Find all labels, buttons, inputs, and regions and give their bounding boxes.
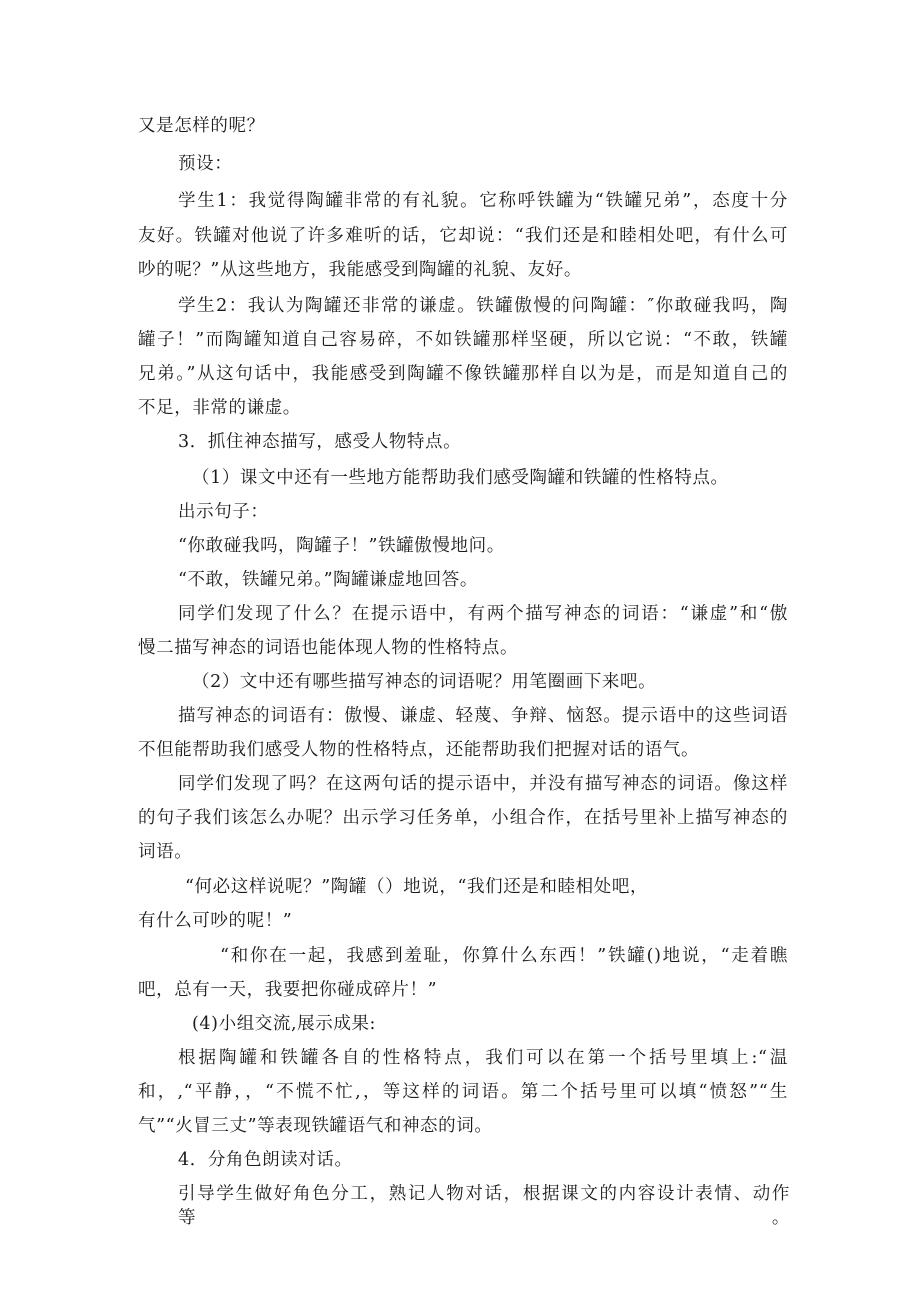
text-line: 慢二描写神态的词语也能体现人物的性格特点。	[138, 638, 519, 658]
text-line: “你敢碰我吗，陶罐子！”铁罐傲慢地问。	[178, 536, 505, 556]
text-line: 吧，总有一天，我要把你碰成碎片！”	[138, 980, 438, 1000]
text-line: 不足，非常的谦虚。	[138, 398, 301, 418]
text-line: 描写神态的词语有：傲慢、谦虚、轻蔑、争辩、恼怒。提示语中的这些词语	[178, 706, 788, 726]
text-line: 又是怎样的呢？	[138, 116, 265, 136]
text-line: 有什么可吵的呢！”	[138, 911, 293, 931]
text-line: 的句子我们该怎么办呢？出示学习任务单，小组合作，在括号里补上描写神态的	[138, 808, 788, 828]
text-line: 出示句子：	[178, 502, 269, 522]
text-line: “何必这样说呢？”陶罐（）地说，“我们还是和睦相处吧，	[185, 877, 649, 897]
text-line: 学生2：我认为陶罐还非常的谦虚。铁罐傲慢的问陶罐：″你敢碰我吗，陶	[178, 296, 788, 316]
text-line: 气”“火冒三丈”等表现铁罐语气和神态的词。	[138, 1116, 493, 1136]
text-line: 友好。铁罐对他说了许多难听的话，它却说：“我们还是和睦相处吧，有什么可	[138, 226, 788, 246]
text-line: （1）课文中还有一些地方能帮助我们感受陶罐和铁罐的性格特点。	[192, 468, 729, 488]
text-line: 同学们发现了吗？在这两句话的提示语中，并没有描写神态的词语。像这样	[178, 774, 788, 794]
text-line: 学生1：我觉得陶罐非常的有礼貌。它称呼铁罐为“铁罐兄弟”，态度十分	[178, 191, 788, 211]
section-heading: 4．分角色朗读对话。	[178, 1150, 353, 1170]
text-line: 吵的呢？”从这些地方，我能感受到陶罐的礼貌、友好。	[138, 260, 582, 280]
text-line: （2）文中还有哪些描写神态的词语呢？用笔圈画下来吧。	[192, 672, 657, 692]
text-line: 预设：	[178, 154, 233, 174]
text-line: 词语。	[138, 842, 193, 862]
text-line: 和，,“平静，，“不慌不忙,，等这样的词语。第二个括号里可以填“愤怒”“生	[138, 1082, 788, 1102]
text-line: 罐子！”而陶罐知道自己容易碎，不如铁罐那样坚硬，所以它说：“不敢，铁罐	[138, 330, 788, 350]
section-heading: 3．抓住神态描写，感受人物特点。	[178, 432, 462, 452]
text-line: 不但能帮助我们感受人物的性格特点，还能帮助我们把握对话的语气。	[138, 740, 700, 760]
text-line: 兄弟。”从这句话中，我能感受到陶罐不像铁罐那样自以为是，而是知道自己的	[138, 364, 788, 384]
text-line: “不敢，铁罐兄弟。”陶罐谦虚地回答。	[178, 570, 478, 590]
text-line: 引导学生做好角色分工，熟记人物对话，根据课文的内容设计表情、动作等。	[178, 1184, 790, 1228]
text-line: (4)小组交流,展示成果:	[192, 1014, 377, 1034]
text-line: 根据陶罐和铁罐各自的性格特点，我们可以在第一个括号里填上:“温	[178, 1048, 788, 1068]
text-line: 同学们发现了什么？在提示语中，有两个描写神态的词语：“谦虚”和“傲	[178, 604, 788, 624]
text-line: “和你在一起，我感到羞耻，你算什么东西！”铁罐()地说，“走着瞧	[220, 946, 788, 966]
